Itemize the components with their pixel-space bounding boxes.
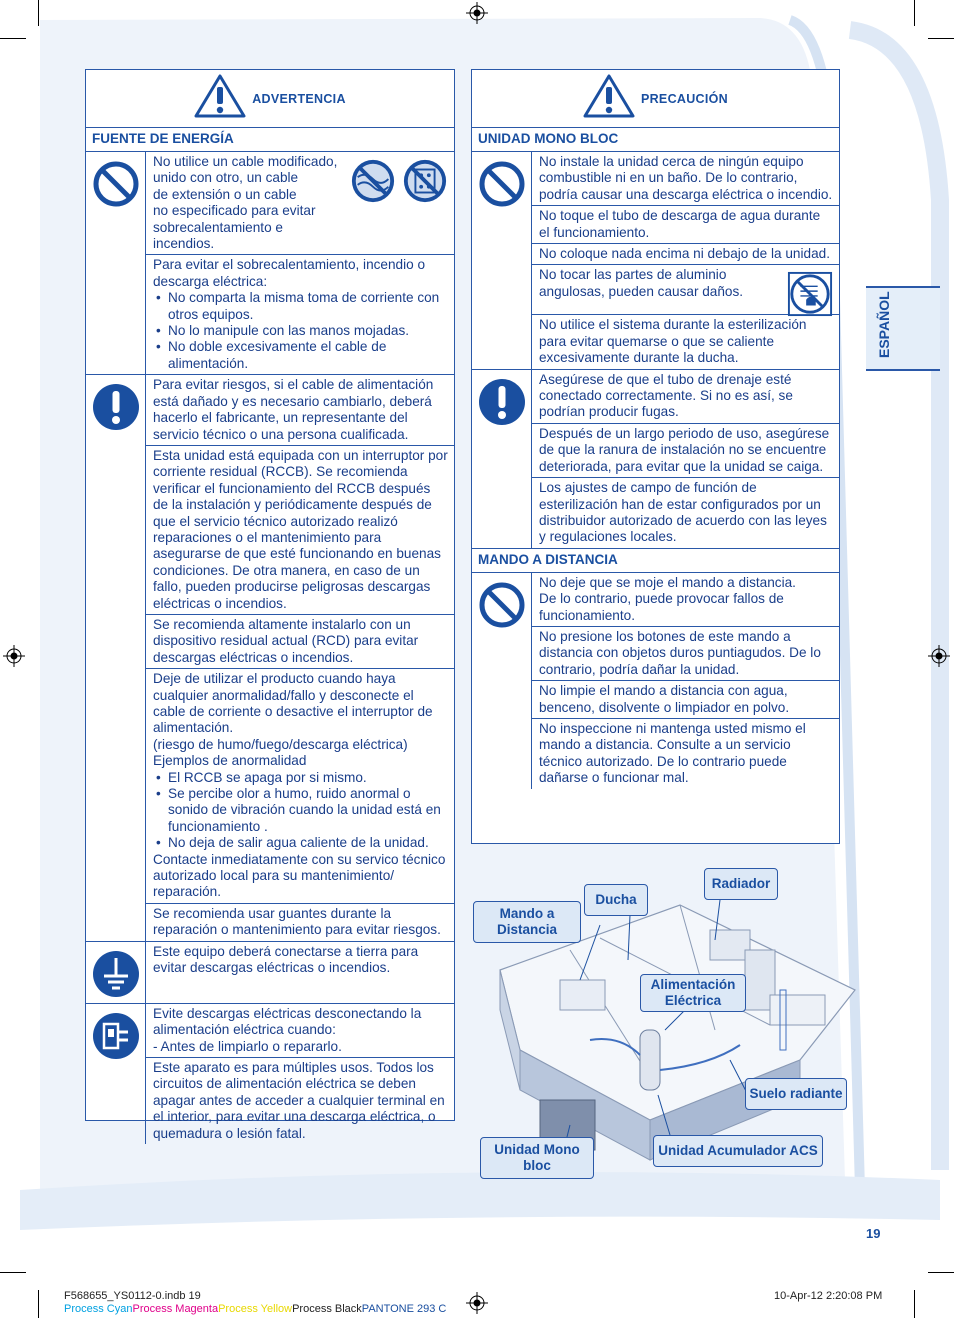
plate-name: Process Yellow	[218, 1303, 293, 1315]
cell-icons	[350, 158, 448, 208]
page-number: 19	[866, 1226, 881, 1241]
safety-instruction	[532, 265, 839, 315]
panel-title: PRECAUCIÓN	[640, 91, 729, 106]
prohibition-icon	[92, 160, 140, 213]
instruction-text: de extensión o un cable	[153, 186, 297, 202]
safety-instruction	[532, 244, 839, 265]
no-touch-fins-icon	[787, 271, 833, 321]
text-column	[146, 375, 454, 940]
prohibition-icon	[478, 160, 526, 213]
section-heading: MANDO A DISTANCIA	[472, 549, 839, 573]
instruction-text: No presione los botones de este mando a distancia con objetos duros puntiagudos. De lo contrario, podría dañar la unidad.	[539, 628, 821, 677]
caution-panel	[471, 69, 840, 844]
safety-group	[86, 942, 454, 1004]
safety-instruction	[146, 615, 454, 669]
instruction-text: Deje de utilizar el producto cuando haya cualquier anormalidad/fallo y desconecte el cable de corriente o desactive el interruptor de alimentación.	[153, 671, 433, 736]
warning-panel	[85, 69, 455, 1141]
bullet-list	[153, 290, 448, 372]
callout-ducha: Ducha	[584, 884, 648, 916]
safety-instruction	[146, 1004, 454, 1058]
warning-triangle-icon	[583, 73, 635, 124]
registration-mark-icon	[3, 645, 25, 667]
instruction-text: unido con otro, un cable	[153, 170, 299, 186]
icon-cell	[472, 573, 532, 789]
instruction-text: - Antes de limpiarlo o repararlo.	[153, 1038, 342, 1054]
safety-instruction	[146, 942, 454, 979]
language-label: ESPAÑOL	[876, 291, 892, 358]
safety-instruction	[146, 152, 454, 255]
safety-instruction	[146, 904, 454, 941]
safety-instruction	[146, 446, 454, 615]
callout-suelo: Suelo radiante	[745, 1078, 847, 1110]
plate-name: Process Cyan	[64, 1303, 133, 1315]
bullet-item: • Se percibe olor a humo, ruido anormal o sonido de vibración cuando la unidad está en funcionamiento .	[153, 786, 448, 835]
safety-instruction	[532, 627, 839, 681]
text-column	[532, 152, 839, 369]
instruction-text: No tocar las partes de aluminio	[539, 267, 727, 283]
crop-mark	[928, 38, 954, 39]
bullet-item: • No lo manipule con las manos mojadas.	[153, 323, 448, 339]
safety-instruction	[532, 573, 839, 627]
instruction-text: No instale la unidad cerca de ningún equipo combustible ni en un baño. De lo contrario, podría causar una descarga eléctrica o incendio.	[539, 154, 833, 202]
instruction-text: No utilice el sistema durante la esterilización para evitar quemarse o que se caliente excesivamente durante la ducha.	[539, 317, 807, 366]
icon-cell	[86, 942, 146, 1003]
instruction-text: Evite descargas eléctricas desconectando la alimentación eléctrica cuando:	[153, 1005, 422, 1038]
bullet-item: • No deja de salir agua caliente de la unidad.	[153, 835, 448, 851]
instruction-text: De lo contrario, puede provocar fallos de funcionamiento.	[539, 591, 784, 623]
crop-mark	[0, 1272, 26, 1273]
safety-instruction	[532, 370, 839, 424]
mandatory-icon	[478, 378, 526, 431]
plate-name: PANTONE 293 C	[361, 1303, 447, 1315]
crop-mark	[38, 1290, 39, 1318]
caution-panel-header	[472, 70, 839, 128]
text-column	[532, 370, 839, 548]
text-column	[146, 152, 454, 374]
icon-cell	[86, 152, 146, 374]
unplug-icon	[92, 1012, 140, 1065]
safety-group	[472, 573, 839, 789]
bullet-item: • No comparta la misma toma de corriente con otros equipos.	[153, 290, 448, 323]
footer-date: 10-Apr-12 2:20:08 PM	[774, 1290, 883, 1302]
instruction-text: Contacte inmediatamente con su servico técnico autorizado local para su mantenimiento/ reparación.	[153, 851, 446, 900]
text-column	[532, 573, 839, 789]
warning-panel-header	[86, 70, 454, 128]
icon-cell	[472, 370, 532, 548]
instruction-text: Se recomienda altamente instalarlo con un dispositivo residual actual (RCD) para evitar descargas eléctricas o incendios.	[153, 616, 419, 665]
bullet-item: • No doble excesivamente el cable de alimentación.	[153, 339, 448, 372]
section-heading: FUENTE DE ENERGÍA	[86, 128, 454, 152]
callout-acs: Unidad Acumulador ACS	[653, 1135, 823, 1167]
instruction-text: Asegúrese de que el tubo de drenaje esté conectado correctamente. Si no es así, se podrían producir fugas.	[539, 371, 793, 420]
plate-name: Process Black	[292, 1303, 362, 1315]
safety-instruction	[146, 1058, 454, 1144]
warning-triangle-icon	[194, 73, 246, 124]
safety-group	[472, 152, 839, 370]
bullet-item: • El RCCB se apaga por si mismo.	[153, 770, 448, 786]
icon-cell	[472, 152, 532, 369]
instruction-text: Este aparato es para múltiples usos. Todos los circuitos de alimentación eléctrica se deben apagar antes de acceder a cualquier terminal en el interior, para evitar una descarga eléctrica, o quemadura o lesión fatal.	[153, 1059, 445, 1141]
callout-radiador: Radiador	[704, 868, 778, 900]
instruction-text: No inspeccione ni mantenga usted mismo el mando a distancia. Consulte a un servicio técnico autorizado. De lo contrario puede dañarse o funcionar mal.	[539, 720, 806, 786]
text-column	[146, 942, 454, 1003]
crop-mark	[914, 1290, 915, 1318]
safety-instruction	[532, 424, 839, 478]
safety-instruction	[532, 478, 839, 548]
mandatory-icon	[92, 383, 140, 436]
safety-instruction	[532, 315, 839, 368]
section-body	[86, 152, 454, 1144]
instruction-text: Se recomienda usar guantes durante la reparación o mantenimiento para evitar riesgos.	[153, 905, 441, 938]
icon-cell	[86, 375, 146, 940]
registration-mark-icon	[928, 645, 950, 667]
instruction-text: Después de un largo periodo de uso, asegúrese de que la ranura de instalación no se encuentre deteriorada, para evitar que la unidad se caiga.	[539, 425, 830, 474]
safety-group	[472, 370, 839, 548]
no-extension-cable-icon	[402, 158, 448, 208]
ground-icon	[92, 950, 140, 1003]
instruction-text: Para evitar el sobrecalentamiento, incendio o descarga eléctrica:	[153, 257, 426, 289]
color-plates	[64, 1303, 446, 1315]
instruction-text: sobrecalentamiento e incendios.	[153, 219, 283, 252]
instruction-text: No deje que se moje el mando a distancia.	[539, 574, 796, 590]
safety-instruction	[532, 152, 839, 206]
callout-mono: Unidad Mono bloc	[480, 1137, 594, 1179]
registration-mark-icon	[466, 2, 488, 24]
instruction-text: angulosas, pueden causar daños.	[539, 283, 744, 299]
instruction-text: (riesgo de humo/fuego/descarga eléctrica)	[153, 736, 408, 752]
footer-file: F568655_YS0112-0.indb 19	[64, 1290, 201, 1302]
instruction-text: Para evitar riesgos, si el cable de alimentación está dañado y es necesario cambiarlo, deberá hacerlo el fabricante, un representante del servicio técnico o una persona cualificada.	[153, 377, 434, 442]
safety-instruction	[146, 255, 454, 374]
crop-mark	[928, 1272, 954, 1273]
instruction-text: Este equipo deberá conectarse a tierra para evitar descargas eléctricas o incendios.	[153, 943, 419, 976]
instruction-text: Ejemplos de anormalidad	[153, 753, 307, 769]
safety-group	[86, 375, 454, 941]
instruction-text: Los ajustes de campo de función de esterilización han de estar configurados por un distribuidor autorizado de acuerdo con las leyes y regulaciones locales.	[539, 480, 827, 545]
section-heading: UNIDAD MONO BLOC	[472, 128, 839, 152]
text-column	[146, 1004, 454, 1144]
safety-instruction	[532, 206, 839, 244]
instruction-text: No toque el tubo de descarga de agua durante el funcionamiento.	[539, 208, 821, 240]
safety-instruction	[146, 375, 454, 446]
callout-alimentacion: Alimentación Eléctrica	[640, 974, 746, 1012]
crop-mark	[0, 38, 26, 39]
instruction-text: Esta unidad está equipada con un interruptor por corriente residual (RCCB). Se recomienda verificar el funcionamiento del RCCB después de la instalación y periódicamente después de que el servicio técnico autorizado realizó reparaciones o el mantenimiento para asegurarse de que esté funcionando en buenas condiciones. De otra manera, en caso de un fallo, pueden producirse peligrosas descargas eléctricas o incendios.	[153, 447, 448, 611]
icon-cell	[86, 1004, 146, 1144]
no-modified-cable-icon	[350, 158, 396, 208]
registration-mark-icon	[466, 1292, 488, 1314]
safety-group	[86, 152, 454, 375]
section-body	[472, 152, 839, 549]
instruction-text: No coloque nada encima ni debajo de la unidad.	[539, 246, 830, 262]
section-body	[472, 573, 839, 789]
instruction-text: no especificado para evitar	[153, 203, 316, 219]
safety-instruction	[532, 719, 839, 789]
language-tab	[866, 286, 940, 371]
crop-mark	[914, 0, 915, 26]
prohibition-icon	[478, 581, 526, 634]
safety-group	[86, 1004, 454, 1144]
panel-title: ADVERTENCIA	[252, 91, 346, 106]
cell-icons	[787, 271, 833, 321]
safety-instruction	[532, 681, 839, 719]
instruction-text: No limpie el mando a distancia con agua, benceno, disolvente o limpiador en polvo.	[539, 683, 790, 715]
callout-mando: Mando a Distancia	[473, 901, 581, 943]
instruction-text: No utilice un cable modificado,	[153, 154, 338, 169]
crop-mark	[38, 0, 39, 26]
safety-instruction	[146, 669, 454, 904]
bullet-list	[153, 770, 448, 852]
plate-name: Process Magenta	[132, 1303, 219, 1315]
